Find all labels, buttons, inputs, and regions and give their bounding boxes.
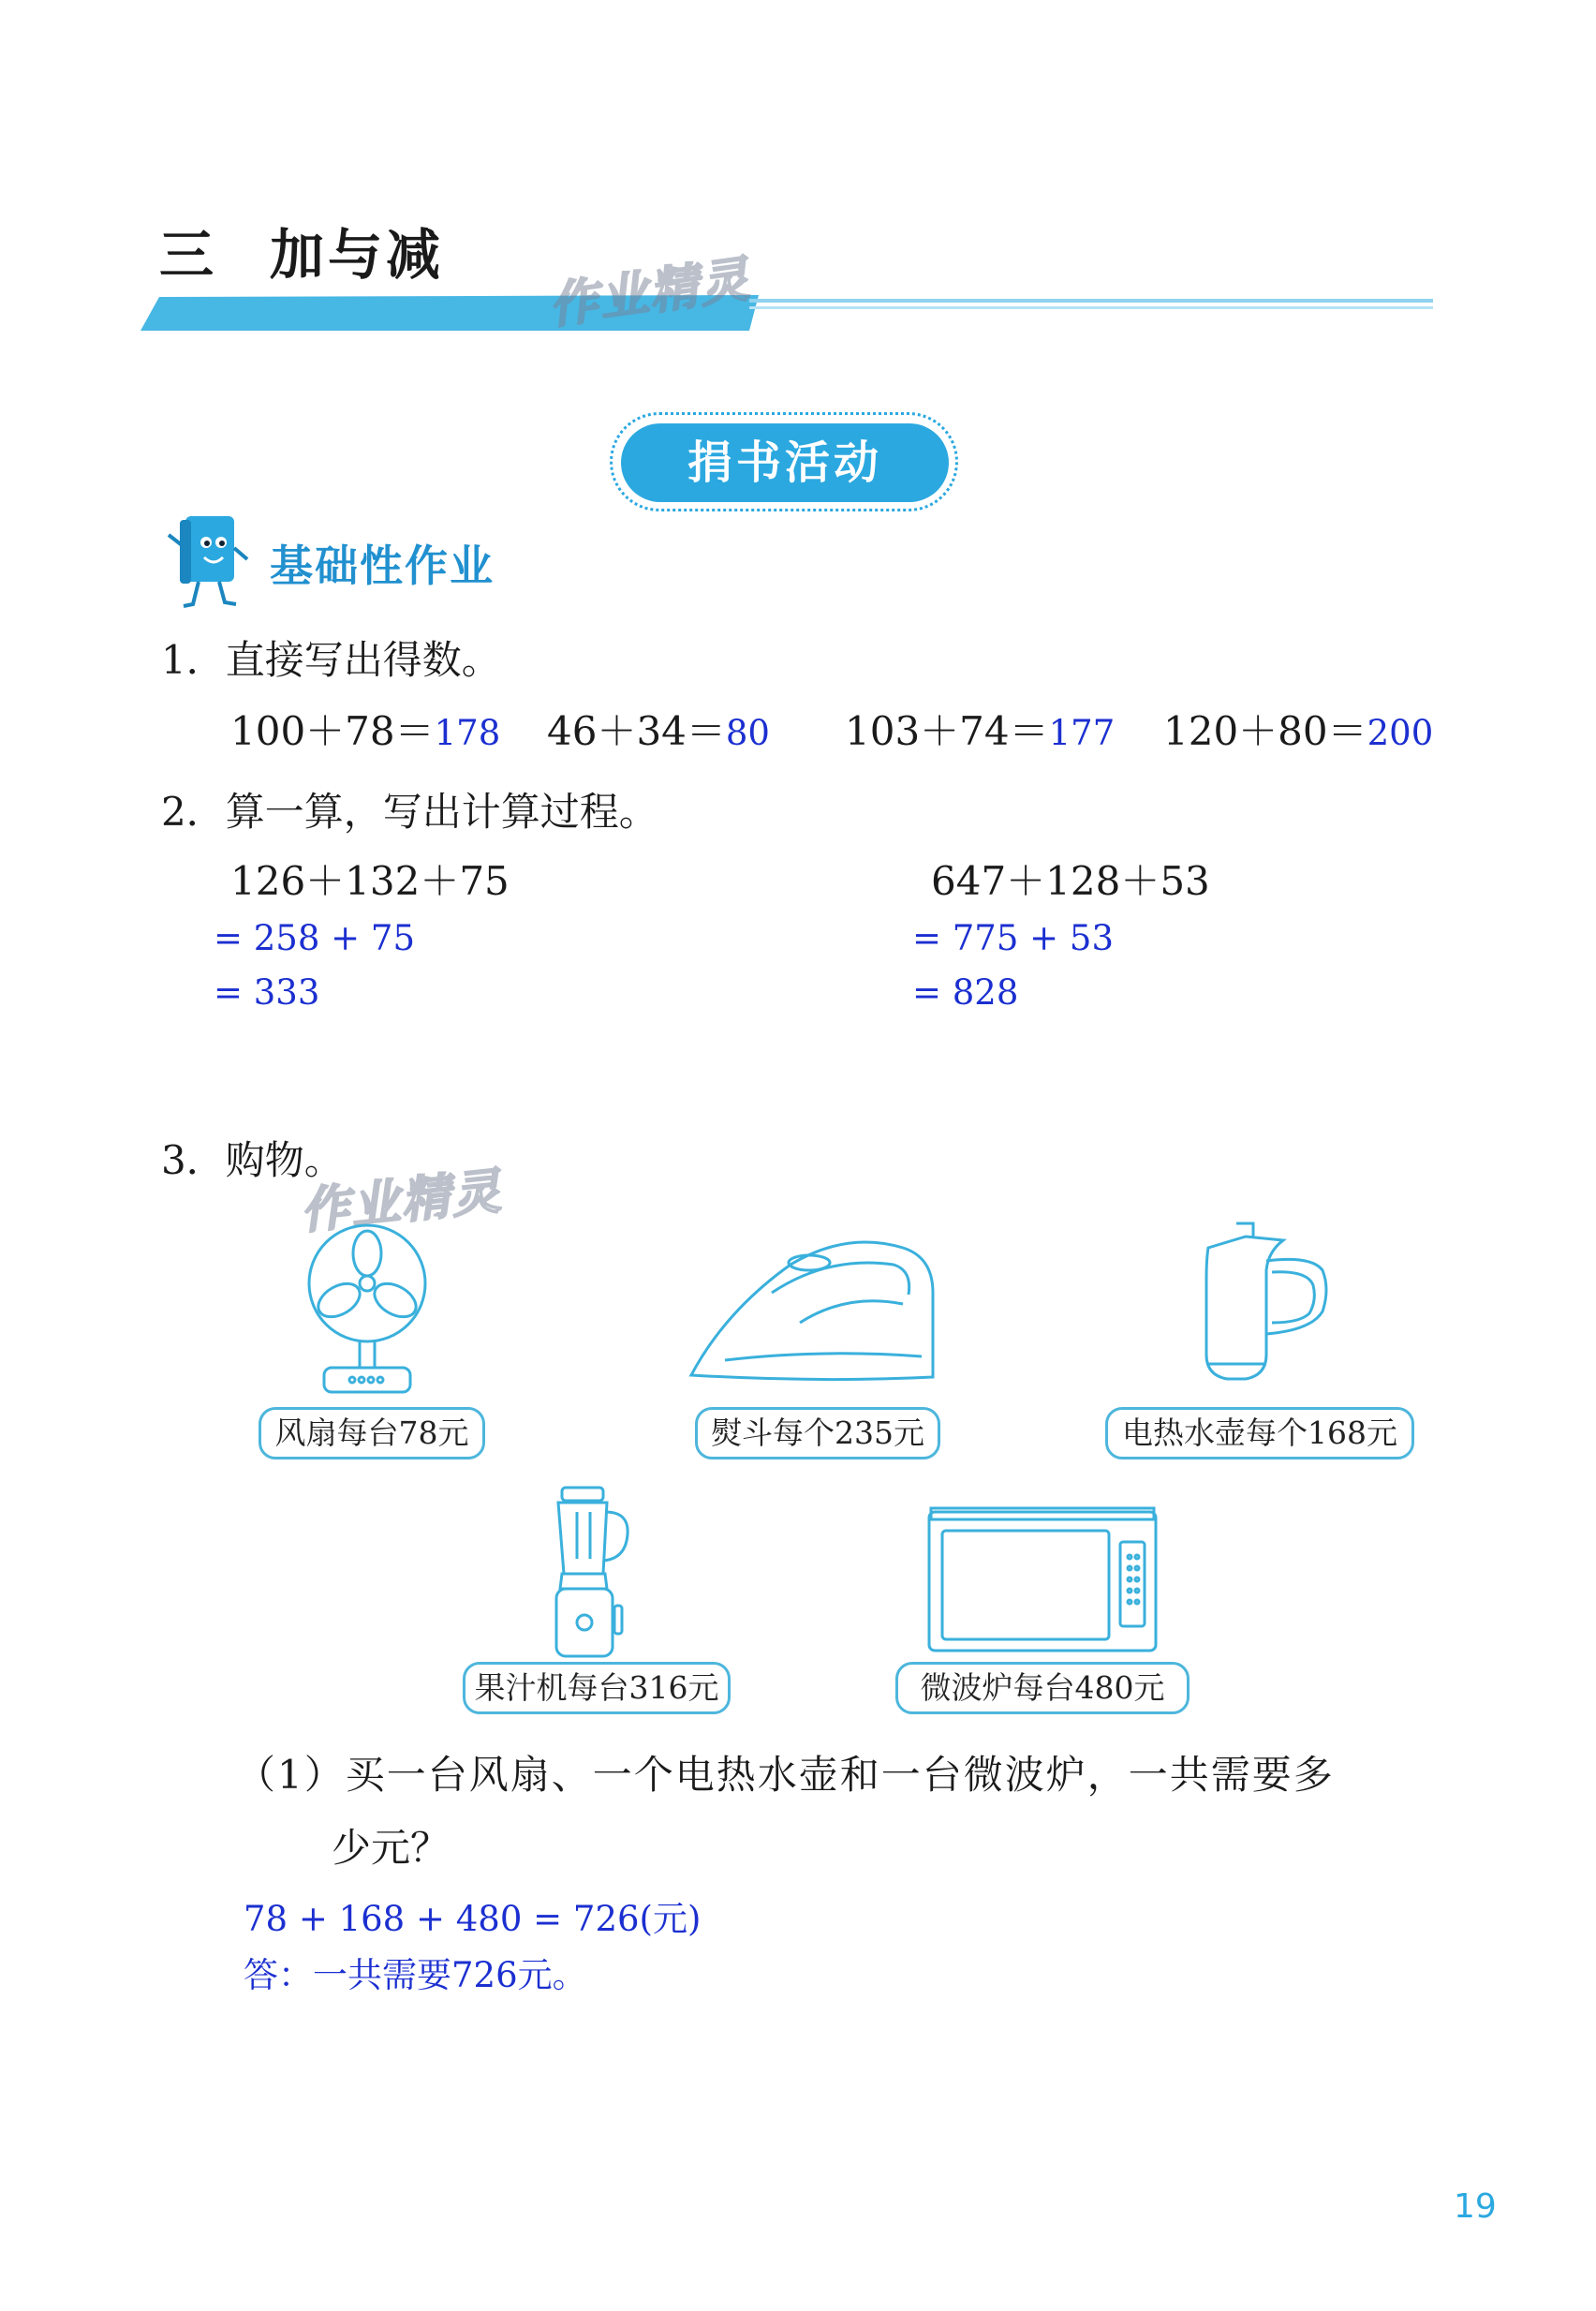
page-number: 19 — [1454, 2187, 1497, 2226]
q2-left-step1: = 258 + 75 — [214, 918, 415, 958]
q1-expr: 46＋34＝ — [547, 708, 726, 754]
q2-right-step2: = 828 — [912, 972, 1019, 1013]
q3-label: 3．购物。 — [161, 1137, 344, 1183]
q3-sub1-answer-text: 答：一共需要726元。 — [244, 1955, 587, 1995]
microwave-icon — [925, 1504, 1160, 1654]
price-tag-iron: 熨斗每个235元 — [695, 1407, 940, 1459]
price-tag-fan: 风扇每台78元 — [259, 1407, 485, 1459]
q1-answer: 178 — [434, 713, 501, 753]
q3-sub1-line1: （1）买一台风扇、一个电热水壶和一台微波炉，一共需要多 — [236, 1752, 1335, 1798]
q1-answer: 177 — [1048, 713, 1116, 753]
iron-icon — [687, 1237, 940, 1386]
q2-left-step2: = 333 — [214, 972, 320, 1013]
q2-right-expr: 647＋128＋53 — [931, 858, 1210, 904]
price-tag-juicer: 果汁机每台316元 — [463, 1662, 731, 1714]
chapter-underline — [140, 286, 1433, 333]
q1-item-1 — [230, 701, 500, 757]
q1-item-3 — [845, 701, 1115, 757]
section-heading: 基础性作业 — [270, 541, 495, 591]
q1-answer: 200 — [1367, 713, 1434, 753]
q1-label: 1．直接写出得数。 — [161, 637, 501, 683]
q1-expr: 103＋74＝ — [845, 708, 1049, 754]
q1-answer: 80 — [725, 713, 770, 753]
q2-left-expr: 126＋132＋75 — [230, 858, 510, 904]
watermark-middle: 作业精灵 — [298, 1163, 506, 1241]
banner-title: 捐书活动 — [621, 423, 949, 502]
q2-label: 2．算一算，写出计算过程。 — [161, 789, 658, 835]
q2-right-step1: = 775 + 53 — [912, 918, 1114, 958]
q1-item-4 — [1163, 701, 1433, 757]
q1-item-2 — [547, 701, 770, 757]
price-tag-microwave: 微波炉每台480元 — [895, 1662, 1190, 1714]
watermark-top: 作业精灵 — [545, 251, 754, 335]
juicer-icon — [549, 1484, 643, 1662]
q3-sub1-line2: 少元？ — [332, 1825, 451, 1871]
chapter-name: 加与减 — [270, 223, 445, 287]
fan-icon — [302, 1218, 433, 1396]
q1-expr: 100＋78＝ — [230, 708, 435, 754]
kettle-icon — [1199, 1214, 1339, 1392]
q1-expr: 120＋80＝ — [1163, 708, 1367, 754]
q3-sub1-answer-expr: 78 + 168 + 480 = 726(元) — [244, 1899, 702, 1939]
chapter-title — [159, 211, 444, 289]
price-tag-kettle: 电热水壶每个168元 — [1105, 1407, 1414, 1459]
book-mascot-icon — [159, 511, 253, 614]
chapter-number: 三 — [159, 223, 218, 287]
